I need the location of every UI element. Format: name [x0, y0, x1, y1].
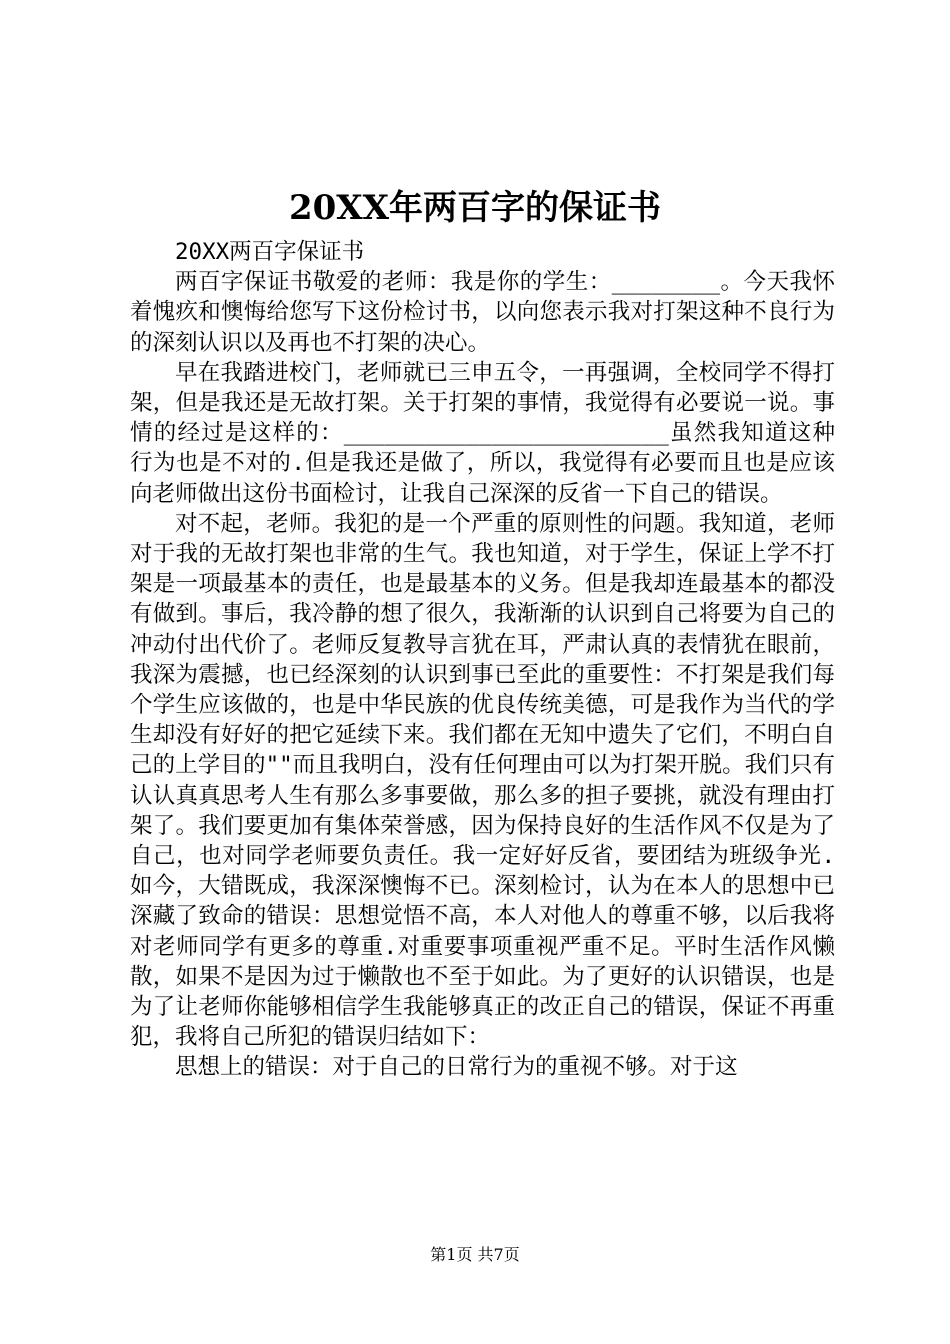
- document-body: [130, 237, 835, 1083]
- document-title: 20XX年两百字的保证书: [288, 188, 662, 228]
- subtitle-paragraph: 20XX两百字保证书: [175, 239, 365, 265]
- body-paragraph: 思想上的错误：对于自己的日常行为的重视不够。对于这: [175, 1054, 738, 1081]
- page-number-footer: 第1页 共7页: [430, 1245, 520, 1264]
- body-paragraph: 两百字保证书敬爱的老师：我是你的学生：________。今天我怀着愧疚和懊悔给您写下这份检讨书，以向您表示我对打架这种不良行为的深刻认识以及再也不打架的决心。: [130, 269, 835, 356]
- body-paragraph: 早在我踏进校门，老师就已三申五令，一再强调，全校同学不得打架，但是我还是无故打架。关于打架的事情，我觉得有必要说一说。事情的经过是这样的：________________________虽然我知道这种行为也是不对的.但是我还是做了，所以，我觉得有必要而且也是应该向老师做出这份书面检讨，让我自己深深的反省一下自己的错误。: [130, 359, 835, 507]
- body-paragraph: 对不起，老师。我犯的是一个严重的原则性的问题。我知道，老师对于我的无故打架也非常的生气。我也知道，对于学生，保证上学不打架是一项最基本的责任，也是最基本的义务。但是我却连最基本的都没有做到。事后，我冷静的想了很久，我渐渐的认识到自己将要为自己的冲动付出代价了。老师反复教导言犹在耳，严肃认真的表情犹在眼前，我深为震撼，也已经深刻的认识到事已至此的重要性：不打架是我们每个学生应该做的，也是中华民族的优良传统美德，可是我作为当代的学生却没有好好的把它延续下来。我们都在无知中遗失了它们，不明白自己的上学目的""而且我明白，没有任何理由可以为打架开脱。我们只有认认真真思考人生有那么多事要做，那么多的担子要挑，就没有理由打架了。我们要更加有集体荣誉感，因为保持良好的生活作风不仅是为了自己，也对同学老师要负责任。我一定好好反省，要团结为班级争光.如今，大错既成，我深深懊悔不已。深刻检讨，认为在本人的思想中已深藏了致命的错误：思想觉悟不高，本人对他人的尊重不够，以后我将对老师同学有更多的尊重.对重要事项重视严重不足。平时生活作风懒散，如果不是因为过于懒散也不至于如此。为了更好的认识错误，也是为了让老师你能够相信学生我能够真正的改正自己的错误，保证不再重犯，我将自己所犯的错误归结如下：: [130, 510, 835, 1051]
